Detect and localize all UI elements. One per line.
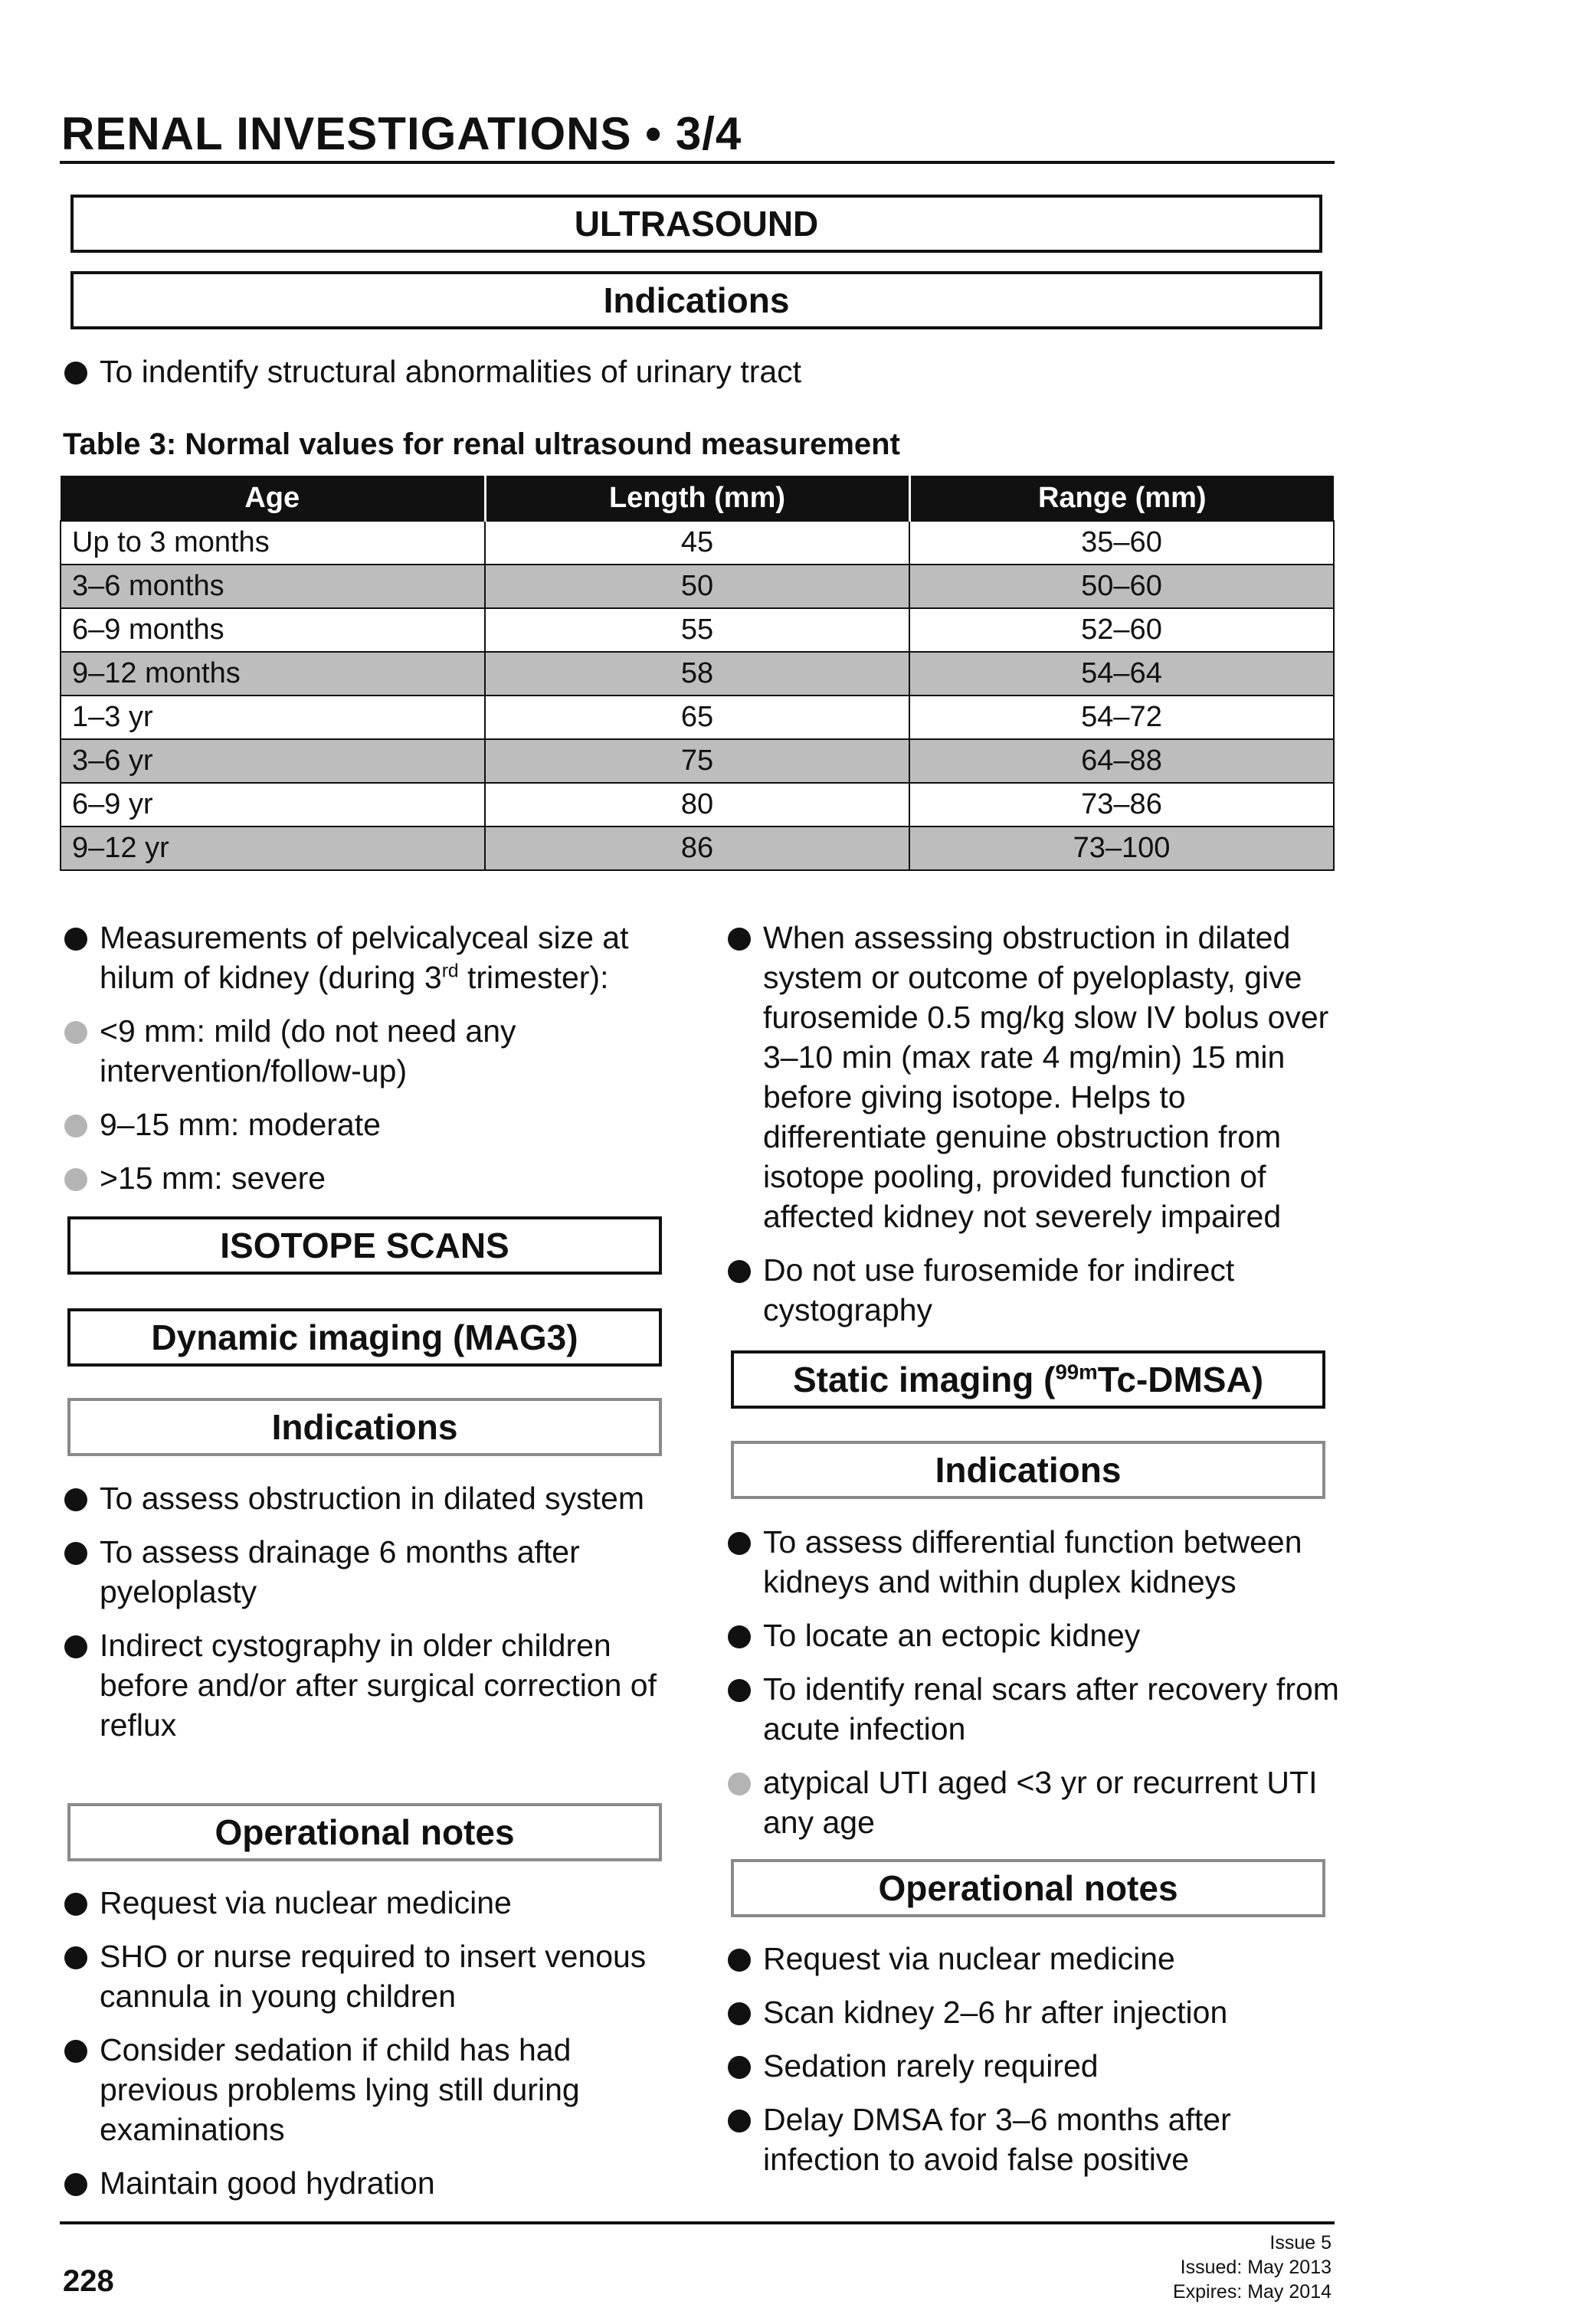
table-cell: 52–60 bbox=[909, 608, 1334, 652]
table-cell: 1–3 yr bbox=[61, 696, 485, 739]
static-imaging-heading bbox=[731, 1350, 1325, 1409]
dynamic-operational-notes-heading: Operational notes bbox=[67, 1803, 662, 1861]
static-heading-sup: 99m bbox=[1055, 1360, 1098, 1384]
ultrasound-indications-list bbox=[63, 352, 1319, 405]
table-cell: 54–72 bbox=[909, 696, 1334, 739]
issue-info bbox=[1173, 2231, 1332, 2304]
list-item: Maintain good hydration bbox=[63, 2163, 676, 2203]
list-item: Sedation rarely required bbox=[726, 2046, 1339, 2086]
table-cell: 45 bbox=[485, 521, 909, 565]
list-item: atypical UTI aged <3 yr or recurrent UTI any age bbox=[726, 1763, 1339, 1842]
issued-date: Issued: May 2013 bbox=[1180, 2257, 1332, 2278]
ultrasound-heading: ULTRASOUND bbox=[70, 195, 1322, 253]
list-item: Delay DMSA for 3–6 months after infection to avoid false positive bbox=[726, 2100, 1339, 2179]
table-cell: 50–60 bbox=[909, 565, 1334, 608]
dynamic-indications-list bbox=[63, 1478, 676, 1759]
table-cell: 6–9 months bbox=[61, 608, 485, 652]
static-indications-heading: Indications bbox=[731, 1441, 1325, 1499]
list-item: To assess obstruction in dilated system bbox=[63, 1478, 676, 1518]
table-row bbox=[61, 696, 1334, 739]
column-header-length: Length (mm) bbox=[485, 476, 909, 521]
measurement-text-sup: rd bbox=[441, 961, 459, 982]
table-cell: 9–12 yr bbox=[61, 826, 485, 870]
isotope-scans-heading: ISOTOPE SCANS bbox=[67, 1216, 662, 1275]
page-title: RENAL INVESTIGATIONS • 3/4 bbox=[61, 108, 742, 159]
normal-values-table bbox=[60, 476, 1335, 871]
table-cell: 3–6 months bbox=[61, 565, 485, 608]
furosemide-list bbox=[726, 918, 1339, 1344]
list-item bbox=[63, 918, 676, 997]
list-item: Consider sedation if child has had previous problems lying still during examinations bbox=[63, 2030, 676, 2149]
table-header-row bbox=[61, 476, 1334, 521]
measurements-list bbox=[63, 918, 676, 1212]
list-item: Indirect cystography in older children before and/or after surgical correction of reflux bbox=[63, 1625, 676, 1745]
table-row bbox=[61, 521, 1334, 565]
title-rule bbox=[60, 161, 1335, 164]
static-heading-prefix: Static imaging ( bbox=[792, 1360, 1056, 1399]
list-item: To assess differential function between kidneys and within duplex kidneys bbox=[726, 1522, 1339, 1602]
table-cell: 35–60 bbox=[909, 521, 1334, 565]
table-row bbox=[61, 608, 1334, 652]
list-item: Scan kidney 2–6 hr after injection bbox=[726, 1992, 1339, 2032]
list-item: When assessing obstruction in dilated system or outcome of pyeloplasty, give furosemide 0.5 mg/kg slow IV bolus over 3–10 min (max rate 4 mg/min) 15 min before giving isotope. Helps to differentiate genuine obstruction from isotope pooling, provided function of affected kidney not severely impaired bbox=[726, 918, 1339, 1236]
dynamic-imaging-heading: Dynamic imaging (MAG3) bbox=[67, 1308, 662, 1367]
table-cell: 58 bbox=[485, 652, 909, 696]
table-cell: 9–12 months bbox=[61, 652, 485, 696]
dynamic-notes-list bbox=[63, 1883, 676, 2217]
table-cell: 80 bbox=[485, 783, 909, 826]
list-item: >15 mm: severe bbox=[63, 1158, 676, 1198]
column-header-range: Range (mm) bbox=[909, 476, 1334, 521]
table-cell: 6–9 yr bbox=[61, 783, 485, 826]
table-cell: 55 bbox=[485, 608, 909, 652]
table-row bbox=[61, 826, 1334, 870]
static-indications-list bbox=[726, 1522, 1339, 1856]
issue-number: Issue 5 bbox=[1269, 2232, 1332, 2254]
table-cell: 64–88 bbox=[909, 739, 1334, 783]
static-notes-list bbox=[726, 1939, 1339, 2193]
table-row bbox=[61, 739, 1334, 783]
table-cell: 54–64 bbox=[909, 652, 1334, 696]
table-row bbox=[61, 652, 1334, 696]
list-item: To indentify structural abnormalities of urinary tract bbox=[63, 352, 1319, 391]
table-cell: Up to 3 months bbox=[61, 521, 485, 565]
table-cell: 73–100 bbox=[909, 826, 1334, 870]
footer-rule bbox=[60, 2221, 1335, 2224]
table-caption: Table 3: Normal values for renal ultrasound measurement bbox=[63, 427, 900, 461]
table-cell: 65 bbox=[485, 696, 909, 739]
table-cell: 73–86 bbox=[909, 783, 1334, 826]
list-item: SHO or nurse required to insert venous cannula in young children bbox=[63, 1936, 676, 2016]
list-item: To assess drainage 6 months after pyeloplasty bbox=[63, 1532, 676, 1612]
page-number: 228 bbox=[63, 2264, 114, 2298]
ultrasound-indications-heading: Indications bbox=[70, 271, 1322, 329]
table-cell: 86 bbox=[485, 826, 909, 870]
list-item: <9 mm: mild (do not need any intervention/follow-up) bbox=[63, 1011, 676, 1091]
table-cell: 3–6 yr bbox=[61, 739, 485, 783]
measurement-text-suffix: trimester): bbox=[458, 960, 609, 995]
list-item: Do not use furosemide for indirect cystography bbox=[726, 1250, 1339, 1330]
table-cell: 75 bbox=[485, 739, 909, 783]
table-row bbox=[61, 565, 1334, 608]
static-operational-notes-heading: Operational notes bbox=[731, 1859, 1325, 1917]
list-item: To locate an ectopic kidney bbox=[726, 1615, 1339, 1655]
measurement-text-prefix: Measurements of pelvicalyceal size at hilum of kidney (during 3 bbox=[100, 920, 629, 995]
table-cell: 50 bbox=[485, 565, 909, 608]
list-item: Request via nuclear medicine bbox=[726, 1939, 1339, 1979]
list-item: 9–15 mm: moderate bbox=[63, 1105, 676, 1144]
dynamic-indications-heading: Indications bbox=[67, 1398, 662, 1456]
list-item: To identify renal scars after recovery from acute infection bbox=[726, 1669, 1339, 1749]
column-header-age: Age bbox=[61, 476, 485, 521]
static-heading-suffix: Tc-DMSA) bbox=[1097, 1360, 1264, 1399]
expires-date: Expires: May 2014 bbox=[1172, 2281, 1332, 2303]
list-item: Request via nuclear medicine bbox=[63, 1883, 676, 1923]
table-row bbox=[61, 783, 1334, 826]
